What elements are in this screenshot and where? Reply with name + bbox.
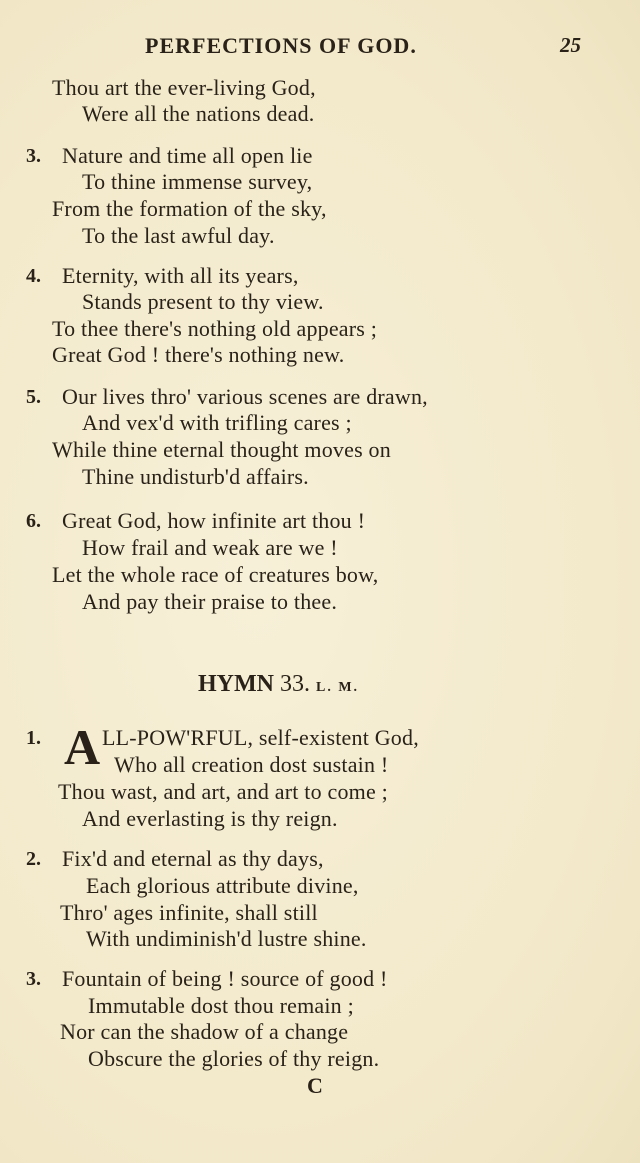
verse-line: With undiminish'd lustre shine. [86,926,367,951]
verse-line: Thro' ages infinite, shall still [60,900,318,925]
signature-mark: C [307,1073,323,1098]
verse-line: Fountain of being ! source of good ! [62,966,388,991]
hymn-number: 33. [279,671,310,697]
verse-line: Who all creation dost sustain ! [114,752,389,777]
stanza-number: 4. [26,265,41,287]
verse-line: Stands present to thy view. [82,289,324,314]
running-title: PERFECTIONS OF GOD. [145,33,417,58]
verse-line: To thee there's nothing old appears ; [52,316,378,341]
verse-line: Thou wast, and art, and art to come ; [58,779,388,804]
verse-line: Obscure the glories of thy reign. [88,1046,380,1071]
verse-line: Immutable dost thou remain ; [88,993,354,1018]
page-number: 25 [560,33,581,57]
hymn-meter: L. M. [315,680,360,695]
drop-cap: A [64,719,101,775]
verse-line: And everlasting is thy reign. [82,806,338,831]
verse-line: Fix'd and eternal as thy days, [62,846,324,871]
stanza-number: 2. [26,848,41,870]
verse-line: How frail and weak are we ! [82,535,338,560]
verse-line: Were all the nations dead. [82,101,315,126]
stanza-number: 5. [26,386,41,408]
stanza-number: 1. [26,727,41,749]
verse-line: And pay their praise to thee. [82,589,338,614]
verse-line: Let the whole race of creatures bow, [52,562,379,587]
verse-line: To thine immense survey, [82,169,313,194]
verse-line: Thou art the ever-living God, [52,75,316,100]
verse-line: And vex'd with trifling cares ; [82,410,352,435]
verse-line: Eternity, with all its years, [62,263,299,288]
verse-line: From the formation of the sky, [52,196,327,221]
verse-line: Our lives thro' various scenes are drawn, [62,384,428,409]
verse-line: Thine undisturb'd affairs. [82,464,309,489]
hymn-title [198,671,359,698]
verse-line: To the last awful day. [82,223,275,248]
verse-line: Great God ! there's nothing new. [52,342,345,367]
verse-line: While thine eternal thought moves on [52,437,391,462]
stanza-number: 3. [26,145,41,167]
stanza-number: 3. [26,968,41,990]
verse-line: Great God, how infinite art thou ! [62,508,366,533]
verse-line: Nature and time all open lie [62,143,313,168]
verse-line: LL-POW'RFUL, self-existent God, [102,725,419,750]
stanza-number: 6. [26,510,41,532]
verse-line: Nor can the shadow of a change [60,1019,349,1044]
hymn-label: HYMN [198,671,274,697]
verse-line: Each glorious attribute divine, [86,873,359,898]
